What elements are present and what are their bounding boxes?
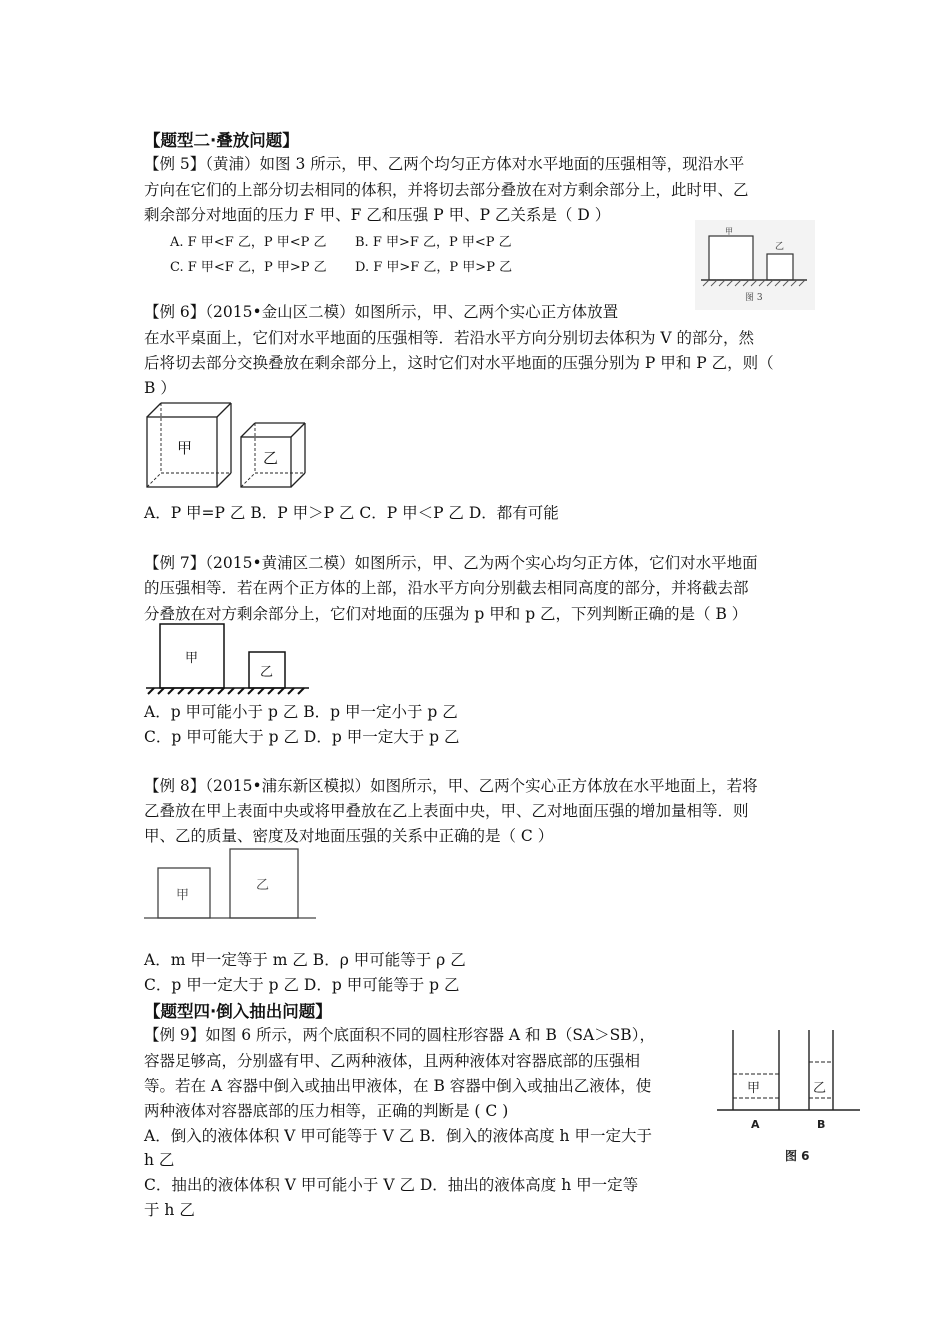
ex5-caption: 图 3 bbox=[745, 293, 763, 303]
ex5-figure bbox=[695, 220, 815, 310]
ex9-label-b: B bbox=[817, 1118, 826, 1131]
ex9-line-1: 【例 9】如图 6 所示，两个底面积不同的圆柱形容器 A 和 B（SA＞SB）， bbox=[144, 1026, 655, 1044]
ex5-label-jia: 甲 bbox=[725, 227, 733, 236]
ex6-options: A．P 甲=P 乙 B．P 甲＞P 乙 C．P 甲＜P 乙 D．都有可能 bbox=[144, 504, 559, 522]
ex8-options-row-2: C．p 甲一定大于 p 乙 D．p 甲可能等于 p 乙 bbox=[144, 976, 460, 994]
ex9-label-yi: 乙 bbox=[813, 1081, 827, 1096]
ex7-line-2: 的压强相等．若在两个正方体的上部，沿水平方向分别截去相同高度的部分，并将截去部 bbox=[144, 579, 749, 597]
section-title-pour: 【题型四·倒入抽出问题】 bbox=[144, 1002, 332, 1021]
ex8-line-2: 乙叠放在甲上表面中央或将甲叠放在乙上表面中央，甲、乙对地面压强的增加量相等．则 bbox=[144, 802, 749, 820]
ex9-line-5: A．倒入的液体体积 V 甲可能等于 V 乙 B．倒入的液体高度 h 甲一定大于 bbox=[144, 1127, 652, 1145]
ex5-option-a: A. F 甲<F 乙，P 甲<P 乙 bbox=[170, 235, 327, 250]
ex8-figure bbox=[144, 845, 319, 925]
ex7-line-3: 分叠放在对方剩余部分上，它们对地面的压强为 p 甲和 p 乙，下列判断正确的是（ B ） bbox=[144, 605, 748, 623]
ex6-line-2: 在水平桌面上，它们对水平地面的压强相等．若沿水平方向分别切去体积为 V 的部分，然 bbox=[144, 329, 755, 347]
ex6-label-jia: 甲 bbox=[177, 439, 193, 457]
ex5-line-2: 方向在它们的上部分切去相同的体积，并将切去部分叠放在对方剩余部分上，此时甲、乙 bbox=[144, 181, 749, 199]
ex9-caption: 图 6 bbox=[785, 1149, 810, 1163]
ex7-options-row-2: C．p 甲可能大于 p 乙 D．p 甲一定大于 p 乙 bbox=[144, 728, 460, 746]
ex8-label-yi: 乙 bbox=[256, 878, 270, 893]
ex8-line-3: 甲、乙的质量、密度及对地面压强的关系中正确的是（ C ） bbox=[144, 827, 554, 845]
ex6-label-yi: 乙 bbox=[263, 449, 279, 467]
ex5-line-3: 剩余部分对地面的压力 F 甲、F 乙和压强 P 甲、P 乙关系是（ D ） bbox=[144, 206, 611, 224]
ex9-label-a: A bbox=[751, 1118, 760, 1131]
ex6-figure bbox=[145, 403, 315, 493]
ex6-line-4: B ） bbox=[144, 379, 176, 397]
ex6-line-3: 后将切去部分交换叠放在剩余部分上，这时它们对水平地面的压强分别为 P 甲和 P 乙，则（ bbox=[144, 354, 774, 372]
ex7-line-1: 【例 7】（2015•黄浦区二模）如图所示，甲、乙为两个实心均匀正方体，它们对水平地面 bbox=[144, 554, 758, 572]
ex9-line-7: C．抽出的液体体积 V 甲可能小于 V 乙 D．抽出的液体高度 h 甲一定等 bbox=[144, 1176, 639, 1194]
ex7-label-jia: 甲 bbox=[185, 651, 199, 666]
ex8-line-1: 【例 8】（2015•浦东新区模拟）如图所示，甲、乙两个实心正方体放在水平地面上，若将 bbox=[144, 777, 758, 795]
ex8-options-row-1: A．m 甲一定等于 m 乙 B．ρ 甲可能等于 ρ 乙 bbox=[144, 951, 466, 969]
ex5-option-c: C. F 甲<F 乙，P 甲>P 乙 bbox=[170, 260, 327, 275]
ex6-line-1: 【例 6】（2015•金山区二模）如图所示，甲、乙两个实心正方体放置 bbox=[144, 303, 619, 321]
ex5-label-yi: 乙 bbox=[775, 242, 785, 252]
ex5-block-jia bbox=[709, 236, 753, 280]
section-title-stacking: 【题型二·叠放问题】 bbox=[144, 131, 299, 150]
ex5-option-b: B. F 甲>F 乙，P 甲<P 乙 bbox=[355, 235, 512, 250]
ex9-line-4: 两种液体对容器底部的压力相等，正确的判断是 ( C ) bbox=[144, 1102, 509, 1120]
ex9-label-jia: 甲 bbox=[747, 1081, 761, 1096]
ex7-options-row-1: A．p 甲可能小于 p 乙 B．p 甲一定小于 p 乙 bbox=[144, 703, 458, 721]
ex9-line-3: 等。若在 A 容器中倒入或抽出甲液体，在 B 容器中倒入或抽出乙液体，使 bbox=[144, 1077, 652, 1095]
ex9-line-6: h 乙 bbox=[144, 1151, 175, 1169]
ex5-option-d: D. F 甲>F 乙，P 甲>P 乙 bbox=[355, 260, 513, 275]
ex9-line-8: 于 h 乙 bbox=[144, 1201, 195, 1219]
ex5-block-yi bbox=[767, 254, 793, 280]
ex8-label-jia: 甲 bbox=[176, 888, 190, 903]
ex7-figure bbox=[146, 622, 311, 697]
ex5-line-1: 【例 5】（黄浦）如图 3 所示，甲、乙两个均匀正方体对水平地面的压强相等，现沿水平 bbox=[144, 155, 745, 173]
ex7-label-yi: 乙 bbox=[260, 665, 274, 680]
ex9-line-2: 容器足够高，分别盛有甲、乙两种液体，且两种液体对容器底部的压强相 bbox=[144, 1052, 641, 1070]
ex9-figure bbox=[715, 1028, 865, 1168]
